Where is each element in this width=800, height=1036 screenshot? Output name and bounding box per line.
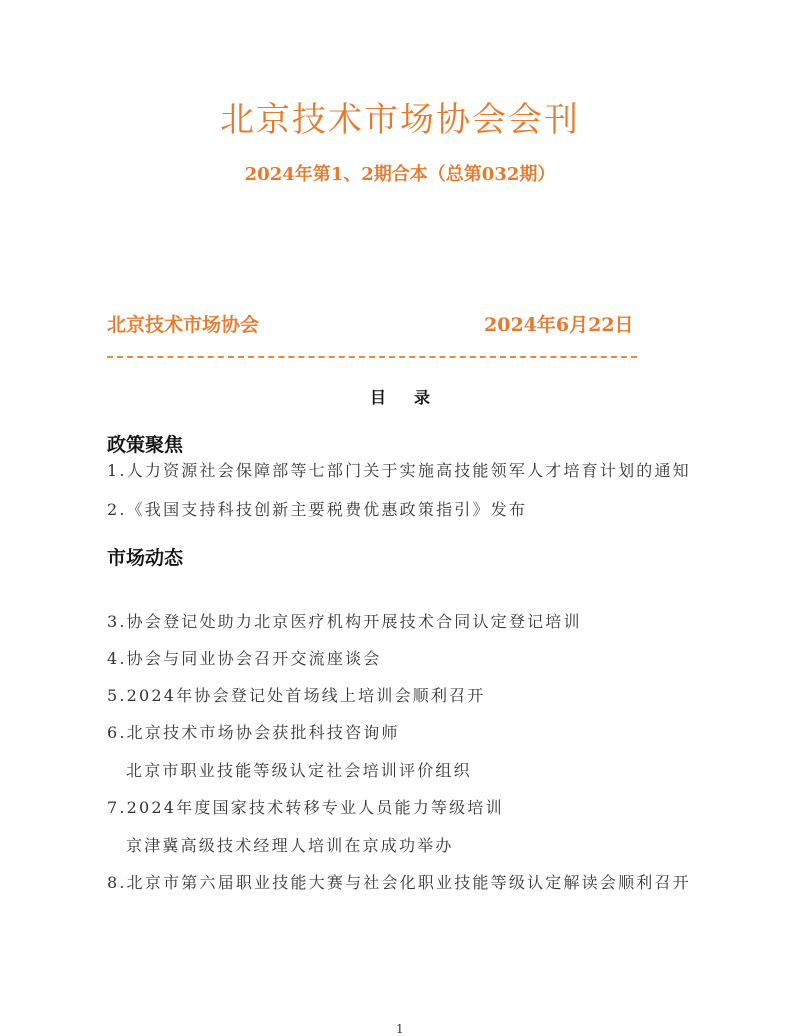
toc-item[interactable]: 5.2024年协会登记处首场线上培训会顺利召开 bbox=[107, 686, 486, 705]
section-heading-policy: 政策聚焦 bbox=[107, 434, 184, 456]
issue-subtitle: 2024年第1、2期合本（总第032期） bbox=[244, 164, 556, 185]
toc-item[interactable]: 4.协会与同业协会召开交流座谈会 bbox=[107, 649, 382, 668]
publish-date: 2024年6月22日 bbox=[484, 314, 634, 336]
page-number: 1 bbox=[396, 1022, 404, 1036]
toc-title: 目录 bbox=[369, 388, 458, 407]
toc-item[interactable]: 1.人力资源社会保障部等七部门关于实施高技能领军人才培育计划的通知 bbox=[107, 461, 691, 480]
toc-item-continuation[interactable]: 北京市职业技能等级认定社会培训评价组织 bbox=[126, 761, 472, 780]
publisher-name: 北京技术市场协会 bbox=[107, 314, 260, 336]
toc-item[interactable]: 2.《我国支持科技创新主要税费优惠政策指引》发布 bbox=[107, 500, 528, 519]
toc-item[interactable]: 6.北京技术市场协会获批科技咨询师 bbox=[107, 723, 400, 742]
dashed-divider bbox=[107, 356, 637, 358]
toc-item-continuation[interactable]: 京津冀高级技术经理人培训在京成功举办 bbox=[126, 836, 454, 855]
toc-item[interactable]: 8.北京市第六届职业技能大赛与社会化职业技能等级认定解读会顺利召开 bbox=[107, 873, 691, 892]
section-heading-market: 市场动态 bbox=[107, 547, 184, 569]
journal-title: 北京技术市场协会会刊 bbox=[220, 100, 580, 140]
toc-item[interactable]: 7.2024年度国家技术转移专业人员能力等级培训 bbox=[107, 798, 504, 817]
toc-item[interactable]: 3.协会登记处助力北京医疗机构开展技术合同认定登记培训 bbox=[107, 612, 582, 631]
